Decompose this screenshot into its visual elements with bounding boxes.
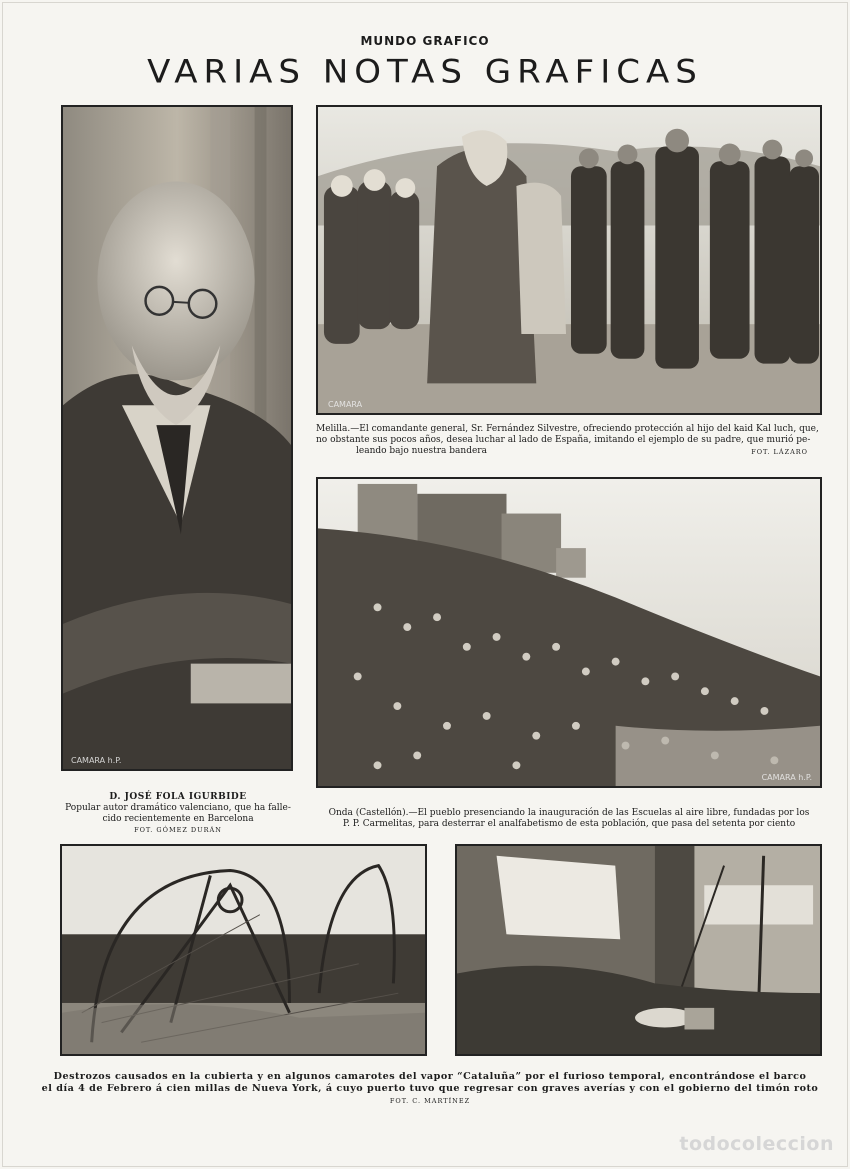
melilla-photo-credit: FOT. LÁZARO [751,448,808,456]
ship-caption [40,1071,820,1107]
melilla-caption-line-2: no obstante sus pocos años, desea luchar al lado de España, imitando el ejemplo de su padre, que murió pe- [316,435,811,445]
melilla-caption [316,424,822,457]
onda-caption-line-2: P. P. Carmelitas, para desterrar el analfabetismo de esta población, que pasa del setenta por ciento [342,819,796,829]
ship-photo-credit: FOT. C. MARTÍNEZ [389,1097,471,1105]
portrait-photo-signature: CAMARA h.P. [71,756,122,765]
masthead: MUNDO GRAFICO [360,34,490,48]
onda-photo [316,477,822,788]
page-title: VARIAS NOTAS GRAFICAS [147,53,703,91]
ship-deck-photo [60,844,427,1056]
onda-caption [310,808,828,830]
portrait-caption-line-2: cido recientemente en Barcelona [102,814,254,824]
melilla-caption-line-3-text: leando bajo nuestra bandera [356,446,487,456]
melilla-photo [316,105,822,415]
portrait-caption-line-1: Popular autor dramático valenciano, que ha falle- [65,803,291,813]
portrait-caption [58,792,298,836]
watermark-logo: todocoleccion [679,1133,834,1155]
portrait-photo [61,105,293,771]
portrait-caption-name: D. JOSÉ FOLA IGURBIDE [109,792,247,802]
onda-caption-line-1: Onda (Castellón).—El pueblo presenciando la inauguración de las Escuelas al aire libre, fundadas por los [328,808,810,818]
ship-caption-line-2: el día 4 de Febrero á cien millas de Nueva York, á cuyo puerto tuvo que regresar con graves averías y con el gobierno del timón roto [41,1083,819,1094]
ship-cabin-photo [455,844,822,1056]
melilla-photo-signature: CAMARA [328,400,363,409]
onda-photo-signature: CAMARA h.P. [761,773,812,782]
portrait-photo-credit: FOT. GÓMEZ DURÁN [134,826,222,834]
melilla-caption-line-3 [316,446,822,457]
melilla-caption-line-1: Melilla.—El comandante general, Sr. Fernández Silvestre, ofreciendo protección al hijo del kaid Kal luch, que, [316,424,819,434]
ship-caption-line-1: Destrozos causados en la cubierta y en algunos camarotes del vapor “Cataluña” por el furioso temporal, encontrándose el barco [53,1071,807,1082]
